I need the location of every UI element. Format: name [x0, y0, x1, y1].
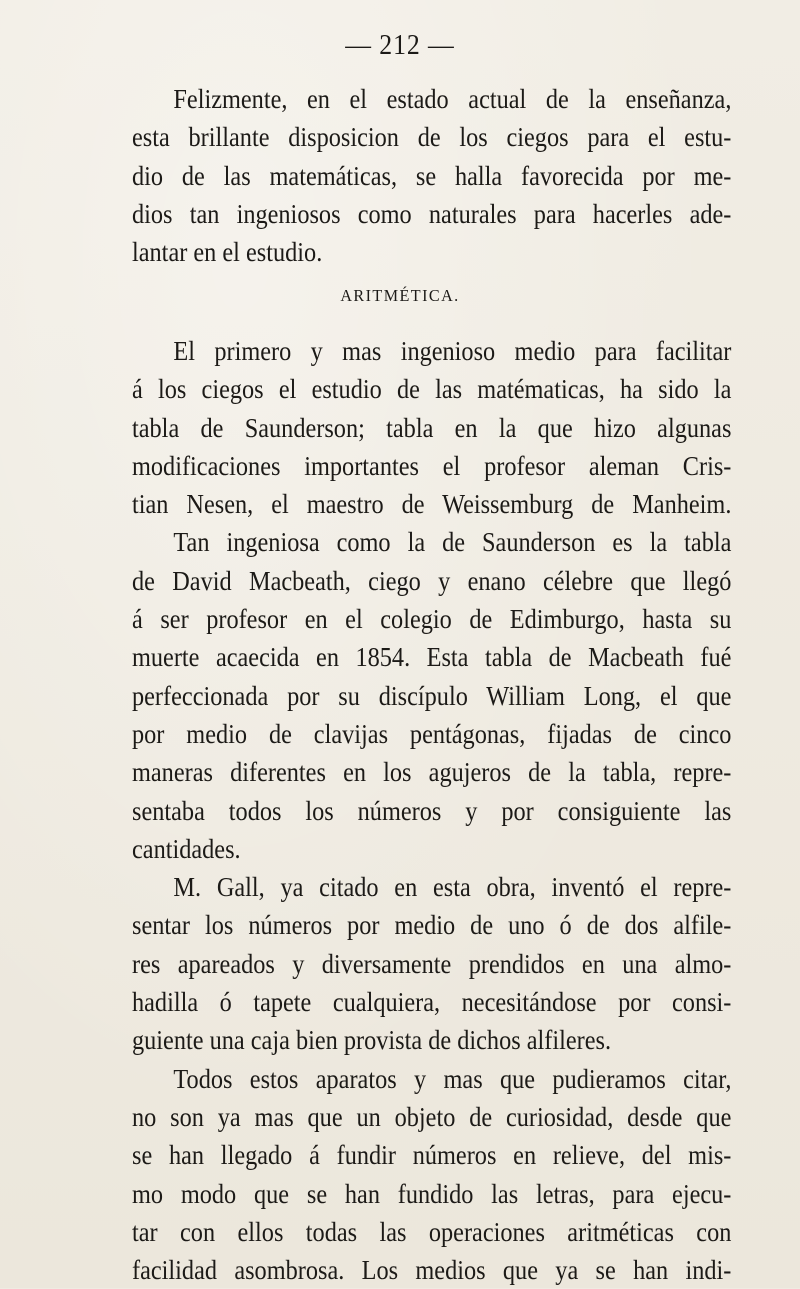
text-line: El primero y mas ingenioso medio para facilitar: [173, 336, 732, 366]
text-line: res apareados y diversamente prendidos en una almo-: [132, 948, 732, 979]
text-line: cantidades.: [132, 833, 241, 864]
intro-paragraph: [132, 80, 731, 271]
text-line: facilidad asombrosa. Los medios que ya se han indi-: [132, 1255, 732, 1286]
text-line: por medio de clavijas pentágonas, fijadas de cinco: [132, 718, 732, 749]
text-line: tabla de Saunderson; tabla en la que hizo algunas: [132, 412, 732, 443]
text-line: maneras diferentes en los agujeros de la tabla, repre-: [132, 757, 732, 788]
text-line: hadilla ó tapete cualquiera, necesitándose por consi-: [132, 987, 732, 1018]
section-heading: ARITMÉTICA.: [340, 286, 460, 305]
text-line: dio de las matemáticas, se halla favorecida por me-: [132, 160, 732, 191]
text-line: de David Macbeath, ciego y enano célebre que llegó: [132, 565, 732, 596]
text-line: muerte acaecida en 1854. Esta tabla de Macbeath fué: [132, 642, 732, 673]
text-line: M. Gall, ya citado en esta obra, inventó el repre-: [173, 872, 732, 903]
body-text: [132, 332, 731, 1289]
text-line: esta brillante disposicion de los ciegos para el estu-: [132, 122, 732, 153]
text-line: se han llegado á fundir números en relieve, del mis-: [132, 1140, 732, 1171]
text-line: perfeccionada por su discípulo William Long, el que: [132, 680, 732, 711]
text-line: á los ciegos el estudio de las matématicas, ha sido la: [132, 374, 732, 405]
text-line: guiente una caja bien provista de dichos alfileres.: [132, 1025, 612, 1056]
text-line: sentaba todos los números y por consiguiente las: [132, 795, 732, 826]
text-line: no son ya mas que un objeto de curiosidad, desde que: [132, 1101, 732, 1132]
text-line: modificaciones importantes el profesor aleman Cris-: [132, 450, 732, 481]
text-line: sentar los números por medio de uno ó de dos alfile-: [132, 910, 732, 941]
text-line: tian Nesen, el maestro de Weissemburg de Manheim.: [132, 489, 732, 520]
text-line: Tan ingeniosa como la de Saunderson es la tabla: [173, 527, 732, 558]
text-line: á ser profesor en el colegio de Edimburgo, hasta su: [132, 604, 732, 635]
text-line: dios tan ingeniosos como naturales para hacerles ade-: [132, 198, 732, 229]
text-line: tar con ellos todas las operaciones aritméticas con: [132, 1216, 732, 1247]
page-number: — 212 —: [345, 30, 455, 61]
text-line: Todos estos aparatos y mas que pudieramos citar,: [173, 1063, 732, 1094]
text-line: Felizmente, en el estado actual de la enseñanza,: [173, 84, 732, 114]
text-line: mo modo que se han fundido las letras, para ejecu-: [132, 1178, 732, 1209]
text-line: lantar en el estudio.: [132, 237, 323, 268]
